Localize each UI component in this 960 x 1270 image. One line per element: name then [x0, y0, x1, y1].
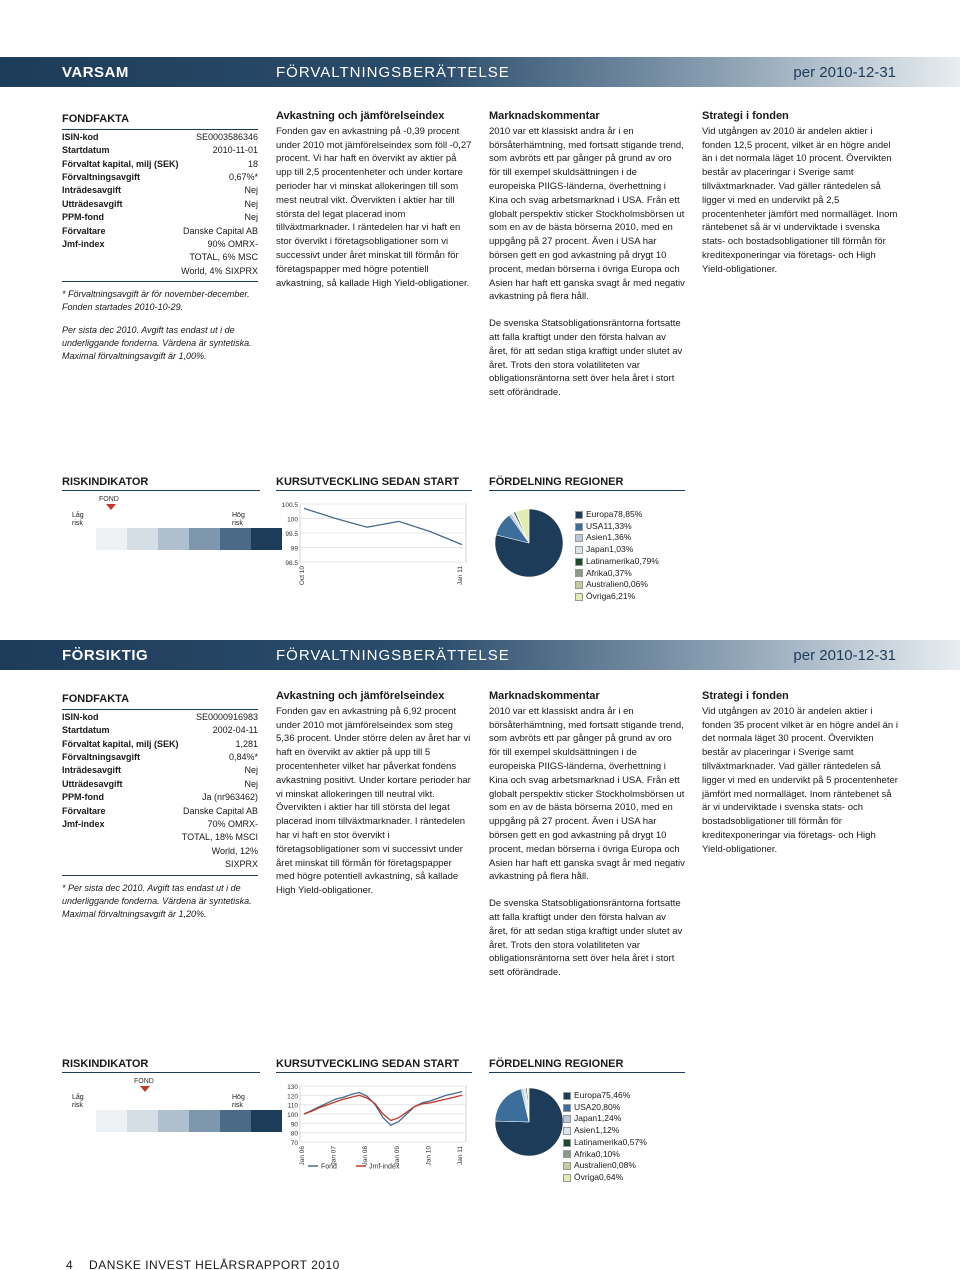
x-tick-label: Jan 06 [299, 1146, 306, 1166]
fondfakta-key: Förvaltat kapital, milj (SEK) [62, 158, 179, 169]
fondfakta-value: 2010-11-01 [212, 145, 258, 156]
legend-swatch [563, 1092, 571, 1100]
footer-text: DANSKE INVEST HELÅRSRAPPORT 2010 [89, 1258, 340, 1270]
fondfakta-row [62, 131, 258, 144]
strategi-column [702, 690, 898, 870]
regioner-legend [563, 1090, 647, 1184]
legend-value: 0,06% [623, 579, 648, 590]
y-tick-label: 98.5 [285, 560, 298, 567]
risk-cell [96, 1110, 127, 1132]
risk-cell [158, 528, 189, 550]
y-tick-label: 70 [290, 1140, 298, 1147]
fondfakta-row [62, 818, 258, 845]
legend-value: 0,57% [622, 1136, 647, 1147]
legend-value: 75,46% [601, 1090, 631, 1100]
risk-low-label: Låg risk [72, 1094, 84, 1109]
fondfakta-value: SE0003586346 [195, 131, 258, 142]
marknad-heading: Marknadskommentar [489, 690, 600, 702]
fondfakta-key: Inträdesavgift [62, 185, 122, 196]
fondfakta-row [62, 144, 258, 157]
avkastning-column [276, 110, 472, 303]
legend-item [563, 1090, 647, 1102]
fondfakta-panel [62, 113, 260, 373]
fondfakta-key [62, 265, 179, 278]
legend-label: Afrika [586, 567, 608, 578]
legend-label: Asien [586, 532, 608, 543]
fondfakta-key: Utträdesavgift [62, 778, 123, 789]
legend-value: 0,79% [634, 555, 659, 566]
y-tick-label: 100 [287, 1112, 298, 1119]
fondfakta-table [62, 131, 258, 278]
x-tick-label: Jan 11 [457, 566, 464, 586]
risk-cell [220, 528, 251, 550]
x-tick-label: Jan 09 [393, 1146, 401, 1166]
strategi-text: Vid utgången av 2010 är andelen aktier i fonden 12,5 procent, vilket är en högre andel än i det normala läget 10 procent. Övervikten består av placeringar i Sverige samt tillväxtmarknader. Vad gäller räntedelen så ligger vi med en undervikt på 2,5 procentenheter jämfört med normalläget. Inom räntebenet så är vi underviktade i svenska stats- och bostadsobligationer till förmån för kreditexponeringar via företags- och High Yield-obligationer. [702, 125, 898, 275]
x-tick-label: Jan 10 [425, 1146, 433, 1166]
legend-value: 0,64% [599, 1171, 624, 1182]
fondfakta-row [62, 791, 258, 804]
legend-swatch [563, 1162, 571, 1170]
fondfakta-row [62, 171, 258, 184]
fondfakta-key [62, 845, 179, 872]
risk-cell [65, 528, 96, 550]
risk-scale [65, 1110, 282, 1132]
avkastning-heading: Avkastning och jämförelseindex [276, 690, 445, 702]
legend-swatch [563, 1104, 571, 1112]
y-tick-label: 100 [287, 516, 298, 524]
marknad-column [489, 110, 685, 413]
legend-value: 1,24% [597, 1113, 622, 1124]
legend-item [575, 532, 659, 544]
legend-value: 0,10% [595, 1148, 620, 1159]
legend-swatch [563, 1115, 571, 1123]
fondfakta-note: Per sista dec 2010. Avgift tas endast ut i de underliggande fonderna. Värdena är syntetiska. Maximal förvaltningsavgift är 1,00%. [62, 325, 252, 362]
fondfakta-value: Nej [244, 185, 258, 196]
fondfakta-row [62, 845, 258, 872]
fond-marker [140, 1086, 150, 1092]
fondfakta-row [62, 211, 258, 224]
regioner-legend [575, 509, 659, 603]
risk-cell [127, 1110, 158, 1132]
fondfakta-heading: FONDFAKTA [62, 113, 258, 130]
legend-label: Jmf-index [369, 1163, 400, 1171]
legend-item [575, 579, 659, 591]
legend-swatch [575, 558, 583, 566]
legend-value: 6,21% [611, 590, 636, 601]
legend-swatch [563, 1139, 571, 1147]
risk-cell [158, 1110, 189, 1132]
fondfakta-key: Förvaltningsavgift [62, 172, 141, 183]
marknad-text: De svenska Statsobligationsräntorna fortsatte att falla kraftigt under den första halvan av året, för att sedan stiga kraftigt under slutet av året. Trots den stora volatiliteten var obligationsräntorna sett över hela året i stort sett oförändrade. [489, 318, 683, 399]
risk-high-label: Hög risk [232, 512, 245, 527]
legend-item [563, 1160, 647, 1172]
legend-label: Europa [574, 1090, 602, 1100]
fondfakta-value: Nej [244, 778, 258, 789]
legend-item [575, 509, 659, 521]
legend-value: 0,37% [607, 567, 632, 578]
risk-cell [65, 1110, 96, 1132]
fondfakta-value: 0,84%* [228, 752, 258, 763]
fond-marker [106, 504, 116, 510]
fund-name: FÖRSIKTIG [62, 646, 149, 664]
fondfakta-key: ISIN-kod [62, 711, 99, 722]
legend-item [563, 1102, 647, 1114]
legend-item [563, 1137, 647, 1149]
section-banner [0, 57, 960, 87]
fondfakta-panel [62, 693, 260, 931]
fondfakta-value: Danske Capital AB [182, 805, 258, 816]
legend-item [575, 591, 659, 603]
fondfakta-key: Förvaltningsavgift [62, 752, 141, 763]
legend-swatch [575, 511, 583, 519]
fondfakta-value: Ja (nr963462) [201, 792, 258, 803]
risk-cell [189, 1110, 220, 1132]
fondfakta-key: Förvaltat kapital, milj (SEK) [62, 738, 179, 749]
fondfakta-row [62, 184, 258, 197]
fondfakta-key: Förvaltare [62, 805, 106, 816]
legend-swatch [575, 534, 583, 542]
legend-label: Australien [586, 579, 624, 590]
y-tick-label: 120 [287, 1093, 298, 1101]
legend-item [575, 568, 659, 580]
marknad-text: 2010 var ett klassiskt andra år i en börsåterhämtning, med fortsatt stigande trend, som avbröts ett par gånger på grund av oro för till exempel skuldsättningen i de europeiska PIIGS-länderna, överhettning i Kina och svag arbetsmarknad i USA. Från ett globalt perspektiv sticker Stockholmsbörsen ut som en av de bästa börserna 2010, med en uppgång på 27 procent. Även i USA har börsen gett en god avkastning på drygt 10 procent, medan börserna i övriga Europa och Asien har haft ett ganska svagt år med negativ avkastning på flera håll. [489, 125, 685, 303]
fondfakta-key: ISIN-kod [62, 131, 99, 142]
fondfakta-key: Förvaltare [62, 225, 106, 236]
risk-cell [220, 1110, 251, 1132]
fondfakta-row [62, 225, 258, 238]
y-tick-label: 100.5 [281, 502, 298, 509]
fond-label: FOND [99, 496, 119, 503]
legend-label: Europa [586, 509, 614, 519]
fondfakta-value: SE0000916983 [195, 711, 258, 722]
legend-label: Övriga [586, 590, 612, 601]
x-tick-label: Jan 08 [362, 1146, 370, 1166]
legend-label: Latinamerika [574, 1136, 623, 1147]
legend-swatch [563, 1127, 571, 1135]
banner-title: FÖRVALTNINGSBERÄTTELSE [276, 63, 510, 81]
legend-swatch [575, 593, 583, 601]
riskindikator-heading: RISKINDIKATOR [62, 476, 260, 491]
fondfakta-row [62, 238, 258, 265]
legend-value: 1,36% [607, 532, 632, 543]
fondfakta-key: PPM-fond [62, 792, 104, 803]
legend-label: Japan [574, 1113, 598, 1124]
regioner-heading: FÖRDELNING REGIONER [489, 476, 685, 491]
legend-item [563, 1149, 647, 1161]
fondfakta-row [62, 711, 258, 724]
kursutveckling-heading: KURSUTVECKLING SEDAN START [276, 1058, 472, 1073]
section-banner [0, 640, 960, 670]
legend-value: 1,03% [609, 544, 634, 555]
fondfakta-row [62, 751, 258, 764]
regioner-heading: FÖRDELNING REGIONER [489, 1058, 685, 1073]
page-footer [66, 1258, 340, 1270]
avkastning-column [276, 690, 472, 911]
y-tick-label: 130 [287, 1084, 298, 1091]
legend-value: 1,12% [595, 1125, 620, 1136]
legend-label: Latinamerika [586, 555, 635, 566]
fondfakta-row [62, 265, 258, 278]
legend-label: USA [574, 1101, 592, 1112]
fondfakta-row [62, 805, 258, 818]
fondfakta-value: 2002-04-11 [212, 725, 258, 736]
legend-label: Övriga [574, 1171, 600, 1182]
risk-cell [189, 528, 220, 550]
fondfakta-notes [62, 281, 258, 363]
fondfakta-row [62, 764, 258, 777]
banner-title: FÖRVALTNINGSBERÄTTELSE [276, 646, 510, 664]
regioner-pie-chart [484, 1086, 574, 1176]
legend-label: Fond [321, 1163, 337, 1171]
fondfakta-value: 70% OMRX-TOTAL, 18% MSCI [181, 819, 258, 843]
legend-item [575, 544, 659, 556]
riskindikator-heading: RISKINDIKATOR [62, 1058, 260, 1073]
y-tick-label: 90 [290, 1121, 298, 1129]
kursutveckling-heading: KURSUTVECKLING SEDAN START [276, 476, 472, 491]
legend-swatch [563, 1150, 571, 1158]
y-tick-label: 80 [290, 1130, 298, 1138]
fondfakta-row [62, 198, 258, 211]
legend-label: USA [586, 520, 604, 531]
fondfakta-value: Nej [244, 765, 258, 776]
risk-high-label: Hög risk [232, 1094, 245, 1109]
fondfakta-key: Jmf-index [62, 819, 105, 830]
risk-indicator [62, 1076, 260, 1136]
strategi-column [702, 110, 898, 290]
page-number: 4 [66, 1258, 74, 1270]
fondfakta-value: 18 [247, 158, 258, 169]
fund-name: VARSAM [62, 63, 129, 81]
fondfakta-value: World, 4% SIXPRX [181, 265, 258, 276]
legend-label: Japan [586, 544, 610, 555]
x-tick-label: Jan 07 [330, 1146, 338, 1166]
legend-swatch [575, 546, 583, 554]
legend-swatch [575, 523, 583, 531]
kursutveckling-chart [276, 1082, 472, 1174]
regioner-pie-chart [484, 507, 574, 597]
risk-indicator [62, 494, 260, 554]
legend-label: Australien [574, 1160, 612, 1171]
fondfakta-value: 1,281 [235, 738, 258, 749]
y-tick-label: 99 [290, 545, 298, 553]
banner-date: per 2010-12-31 [793, 63, 896, 81]
fondfakta-value: Nej [244, 198, 258, 209]
fondfakta-row [62, 738, 258, 751]
fondfakta-key: Inträdesavgift [62, 765, 122, 776]
legend-swatch [575, 581, 583, 589]
legend-item [563, 1113, 647, 1125]
legend-item [563, 1172, 647, 1184]
legend-value: 11,33% [603, 520, 632, 531]
strategi-heading: Strategi i fonden [702, 690, 789, 702]
strategi-text: Vid utgången av 2010 är andelen aktier i fonden 35 procent vilket är en högre andel än i det normala läget 30 procent. Övervikten består av placeringar i Sverige samt tillväxtmarknader. Vad gäller räntedelen så ligger vi med en undervikt på 5 procentenheter jämfört med normalläget. Inom räntebenet så är vi underviktade i svenska stats- och bostadsobligationer till förmån för kreditexponeringar via företags- och High Yield-obligationer. [702, 705, 898, 855]
legend-value: 20,80% [591, 1101, 621, 1112]
y-tick-label: 99.5 [285, 531, 298, 538]
fondfakta-value: 0,67%* [228, 172, 258, 183]
fondfakta-note: * Förvaltningsavgift är för november-december. Fonden startades 2010-10-29. [62, 289, 250, 313]
y-tick-label: 110 [287, 1102, 298, 1110]
risk-cell [96, 528, 127, 550]
avkastning-text: Fonden gav en avkastning på -0,39 procent under 2010 mot jämförelseindex som föll -0,27 procent. Vi har haft en övervikt av aktier på upp till 2,5 procentenheter och under kortare perioder har vi minskat allokeringen till som mest neutral vikt. Övervikten i aktier har till största del legat placerad inom tillväxtmarknader. I räntedelen har vi haft en stor övervikt i företagsobligationer som vi successivt under året minskat till förmån för företagspapper med högre potentiell avkastning, så kallade High Yield-obligationer. [276, 125, 472, 289]
fondfakta-key: Startdatum [62, 145, 110, 156]
legend-swatch [575, 569, 583, 577]
fondfakta-value: World, 12% SIXPRX [211, 845, 258, 870]
fondfakta-row [62, 724, 258, 737]
x-tick-label: Jan 11 [457, 1146, 464, 1166]
legend-label: Asien [574, 1125, 596, 1136]
marknad-text: De svenska Statsobligationsräntorna fortsatte att falla kraftigt under den första halvan av året, för att sedan stiga kraftigt under slutet av året. Trots den stora volatiliteten var obligationsräntorna sett över hela året i stort sett oförändrade. [489, 898, 683, 979]
fondfakta-key: PPM-fond [62, 212, 104, 223]
legend-item [575, 556, 659, 568]
fondfakta-key: Startdatum [62, 725, 110, 736]
fondfakta-key: Utträdesavgift [62, 198, 123, 209]
avkastning-text: Fonden gav en avkastning på 6,92 procent under 2010 mot jämförelseindex som steg 5,36 procent. Under större delen av året har vi haft en övervikt av aktier på upp till 5 procentenheter vilket har påverkat fondens avkastning positivt. Under kortare perioder har vi minskat allokeringen till neutral vikt. Övervikten i aktier har till största del legat placerad inom tillväxtmarknader. I räntedelen har vi haft en stor övervikt i företagsobligationer som vi successivt under året minskat till förmån för företagspapper med högre potentiell avkastning, så kallade High Yield-obligationer. [276, 705, 471, 897]
risk-scale [65, 528, 282, 550]
legend-label: Afrika [574, 1148, 596, 1159]
marknad-column [489, 690, 685, 993]
x-tick-label: Oct 10 [299, 566, 306, 586]
fondfakta-row [62, 158, 258, 171]
legend-item [563, 1125, 647, 1137]
legend-item [575, 521, 659, 533]
fondfakta-row [62, 778, 258, 791]
fondfakta-value: Danske Capital AB [182, 225, 258, 236]
legend-value: 0,08% [611, 1160, 636, 1171]
fondfakta-value: 90% OMRX-TOTAL, 6% MSC [189, 239, 258, 263]
risk-low-label: Låg risk [72, 512, 84, 527]
legend-value: 78,85% [613, 509, 643, 519]
fondfakta-note: * Per sista dec 2010. Avgift tas endast ut i de underliggande fonderna. Värdena är syntetiska. Maximal förvaltningsavgift är 1,20%. [62, 882, 252, 919]
fond-label: FOND [134, 1078, 154, 1085]
avkastning-heading: Avkastning och jämförelseindex [276, 110, 445, 122]
kursutveckling-chart [276, 500, 472, 590]
fondfakta-key: Jmf-index [62, 239, 105, 250]
marknad-heading: Marknadskommentar [489, 110, 600, 122]
strategi-heading: Strategi i fonden [702, 110, 789, 122]
risk-cell [127, 528, 158, 550]
legend-swatch [563, 1174, 571, 1182]
marknad-text: 2010 var ett klassiskt andra år i en börsåterhämtning, med fortsatt stigande trend, som avbröts ett par gånger på grund av oro för till exempel skuldsättningen i de europeiska PIIGS-länderna, överhettning i Kina och svag arbetsmarknad i USA. Från ett globalt perspektiv sticker Stockholmsbörsen ut som en av de bästa börserna 2010, med en uppgång på 27 procent. Även i USA har börsen gett en god avkastning på drygt 10 procent, medan börserna i övriga Europa och Asien har haft ett ganska svagt år med negativ avkastning på flera håll. [489, 705, 685, 883]
fondfakta-notes [62, 875, 258, 921]
banner-date: per 2010-12-31 [793, 646, 896, 664]
fondfakta-table [62, 711, 258, 872]
fondfakta-value: Nej [244, 212, 258, 223]
fondfakta-heading: FONDFAKTA [62, 693, 258, 710]
